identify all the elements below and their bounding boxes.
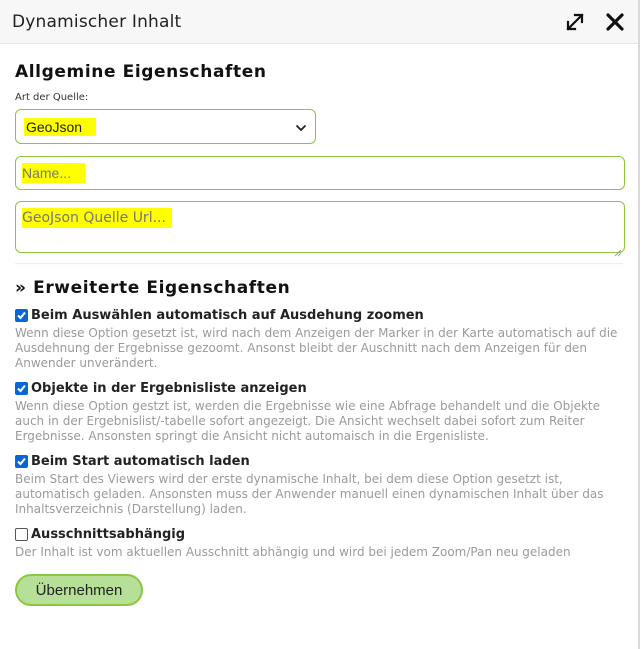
show-in-results-description: Wenn diese Option gestzt ist, werden die Ergebnisse wie eine Abfrage behandelt und die Objekte auch in der Ergebnislist/-tabelle sofort angezeigt. Die Ansicht wechselt dabei sofort zum Reiter Ergebnisse. Ansonsten springt die Ansicht nicht automaisch in die Ergenisliste.	[15, 399, 601, 443]
url-textarea[interactable]	[15, 201, 625, 253]
extent-dependent-description: Der Inhalt ist vom aktuellen Ausschnitt abhängig und wird bei jedem Zoom/Pan neu geladen	[15, 545, 571, 559]
name-placeholder: Name...	[22, 163, 85, 183]
general-heading: Allgemine Eigenschaften	[15, 62, 267, 82]
autoload-label[interactable]: Beim Start automatisch laden	[31, 454, 250, 469]
check-icon	[16, 310, 27, 321]
source-type-select[interactable]	[15, 109, 316, 144]
autoload-checkbox[interactable]	[15, 455, 28, 468]
zoom-to-extent-label[interactable]: Beim Auswählen automatisch auf Ausdehung zoomen	[31, 308, 424, 323]
option-autoload	[15, 454, 623, 517]
extent-dependent-checkbox[interactable]	[15, 528, 28, 541]
show-in-results-checkbox[interactable]	[15, 382, 28, 395]
section-divider	[15, 263, 623, 264]
url-placeholder: GeoJson Quelle Url...	[22, 208, 172, 228]
advanced-heading: » Erweiterte Eigenschaften	[15, 278, 291, 298]
chevron-down-icon	[295, 117, 307, 136]
close-icon[interactable]	[604, 11, 626, 33]
dialog-content	[0, 44, 638, 606]
zoom-to-extent-description: Wenn diese Option gesetzt ist, wird nach dem Anzeigen der Marker in der Karte automatisch auf die Ausdehnung der Ergebnisse gezoomt. Ansonst bleibt der Auschnitt nach dem Anzeigen für den Anwender unverändert.	[15, 326, 618, 370]
show-in-results-label[interactable]: Objekte in der Ergebnisliste anzeigen	[31, 381, 307, 396]
titlebar-actions	[564, 11, 626, 33]
zoom-to-extent-checkbox[interactable]	[15, 309, 28, 322]
autoload-description: Beim Start des Viewers wird der erste dynamische Inhalt, bei dem diese Option gesetzt ist, automatisch geladen. Ansonsten muss der Anwender manuell einen dynamischen Inhalt über das Inhaltsverzeichnis (Darstellung) laden.	[15, 472, 604, 516]
resize-handle-icon[interactable]	[614, 242, 622, 250]
apply-button[interactable]: Übernehmen	[15, 574, 143, 606]
source-type-label: Art der Quelle:	[15, 92, 89, 103]
option-zoom-to-extent	[15, 308, 623, 371]
option-extent-dependent	[15, 527, 623, 560]
option-show-in-results	[15, 381, 623, 444]
extent-dependent-label[interactable]: Ausschnittsabhängig	[31, 527, 186, 542]
dialog-titlebar	[0, 0, 638, 44]
expand-icon[interactable]	[564, 11, 586, 33]
source-type-value: GeoJson	[24, 118, 96, 136]
check-icon	[16, 456, 27, 467]
name-input[interactable]	[15, 156, 625, 190]
check-icon	[16, 383, 27, 394]
dialog-title: Dynamischer Inhalt	[12, 11, 182, 32]
